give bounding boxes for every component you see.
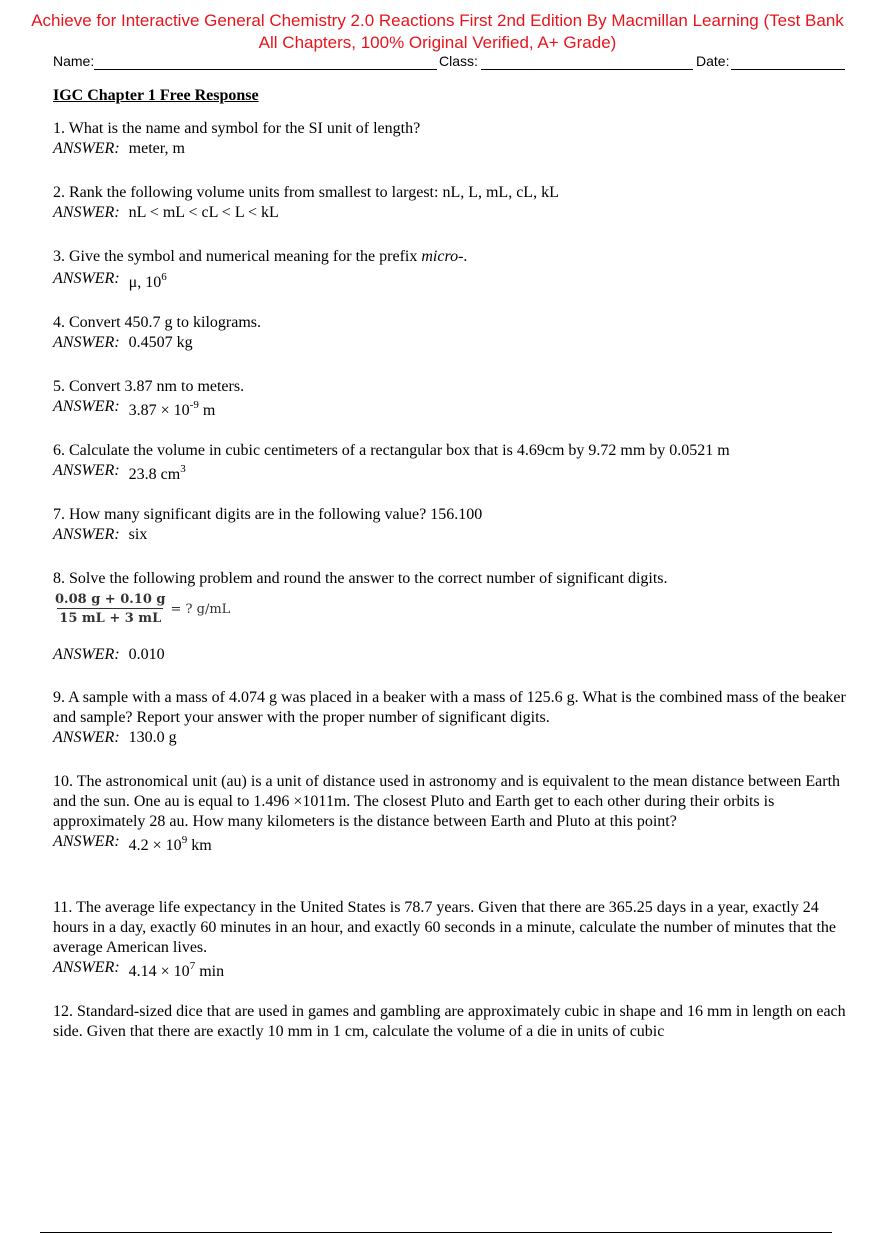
question-2 <box>53 183 853 223</box>
question-7 <box>53 505 853 545</box>
question-6 <box>53 441 853 481</box>
answer-exponent: 6 <box>161 271 167 283</box>
answer-exponent: 3 <box>180 463 186 475</box>
footer-rule <box>40 1232 832 1233</box>
class-field-line[interactable] <box>481 53 693 71</box>
answer-unit: min <box>195 963 225 980</box>
answer-row <box>53 958 853 978</box>
fraction-denominator: 15 mL + 3 mL <box>57 608 163 628</box>
class-field-label: Class: <box>439 53 478 69</box>
question-8 <box>53 569 853 665</box>
answer-base: 4.14 × 10 <box>128 963 190 980</box>
worksheet-body <box>53 86 853 1066</box>
question-text: 1. What is the name and symbol for the SI unit of length? <box>53 120 421 137</box>
answer-value <box>129 273 167 293</box>
question-1 <box>53 119 853 159</box>
question-4 <box>53 313 853 353</box>
question-9 <box>53 688 853 748</box>
answer-row <box>53 139 853 159</box>
answer-label: ANSWER: <box>53 959 120 976</box>
name-field-line[interactable] <box>94 53 437 71</box>
fraction-numerator: 0.08 g + 0.10 g <box>55 592 166 607</box>
fraction-result: = ? g/mL <box>170 601 231 617</box>
answer-label: ANSWER: <box>53 646 120 663</box>
answer-row <box>53 832 853 852</box>
answer-value <box>129 401 216 421</box>
answer-value: 0.010 <box>128 646 165 663</box>
question-text: 7. How many significant digits are in the following value? 156.100 <box>53 506 483 523</box>
name-field-label: Name: <box>53 53 95 69</box>
answer-exponent: -9 <box>189 399 199 411</box>
answer-row <box>53 645 853 665</box>
answer-label: ANSWER: <box>53 334 120 351</box>
answer-row <box>53 203 853 223</box>
question-text: 10. The astronomical unit (au) is a unit of distance used in astronomy and is equivalent to the mean distance between Earth and the sun. One au is equal to 1.496 ×1011m. The closest Pluto and Earth get to each other during their orbits is approximately 28 au. How many kilometers is the distance between Earth and Pluto at this point? <box>53 773 841 830</box>
date-field-label: Date: <box>696 53 730 69</box>
date-field-line[interactable] <box>731 53 845 71</box>
answer-label: ANSWER: <box>53 526 120 543</box>
fraction-stack <box>53 591 168 628</box>
answer-row <box>53 461 853 481</box>
banner-line-1: Achieve for Interactive General Chemistry 2.0 Reactions First 2nd Edition By Macmillan Learning (Test Bank <box>31 11 844 30</box>
answer-base: μ, 10 <box>128 274 162 291</box>
answer-label: ANSWER: <box>53 833 120 850</box>
answer-row <box>53 728 853 748</box>
answer-exponent: 9 <box>181 834 188 846</box>
answer-label: ANSWER: <box>53 398 120 415</box>
answer-row <box>53 525 853 545</box>
question-text-part: 3. Give the symbol and numerical meaning for the prefix <box>53 248 422 265</box>
answer-row <box>53 397 853 417</box>
answer-base: 23.8 cm <box>128 466 181 483</box>
answer-unit: km <box>187 837 212 854</box>
answer-base: 4.2 × 10 <box>128 837 182 854</box>
question-5 <box>53 377 853 417</box>
answer-label: ANSWER: <box>53 462 120 479</box>
question-text-part: . <box>463 248 468 265</box>
answer-value: 0.4507 kg <box>128 334 193 351</box>
answer-value: 130.0 g <box>128 729 177 746</box>
answer-value <box>129 962 224 982</box>
answer-label: ANSWER: <box>53 204 120 221</box>
question-text: 11. The average life expectancy in the United States is 78.7 years. Given that there are 365.25 days in a year, exactly 24 hours in a day, exactly 60 minutes in an hour, and exactly 60 seconds in a minute, calculate the number of minutes that the average American lives. <box>53 899 836 956</box>
question-text: 4. Convert 450.7 g to kilograms. <box>53 314 261 331</box>
answer-label: ANSWER: <box>53 729 120 746</box>
answer-value: meter, m <box>128 140 185 157</box>
fraction-expression <box>53 591 230 628</box>
question-10 <box>53 772 853 852</box>
answer-value: six <box>128 526 148 543</box>
question-12 <box>53 1002 853 1042</box>
answer-exponent: 7 <box>189 960 196 972</box>
answer-value <box>129 465 186 485</box>
question-11 <box>53 898 853 978</box>
answer-base: 3.87 × 10 <box>128 402 190 419</box>
question-text: 6. Calculate the volume in cubic centimeters of a rectangular box that is 4.69cm by 9.72 mm by 0.0521 m <box>53 442 730 459</box>
answer-label: ANSWER: <box>53 140 120 157</box>
question-text: 12. Standard-sized dice that are used in games and gambling are approximately cubic in shape and 16 mm in length on each side. Given that there are exactly 10 mm in 1 cm, calculate the volume of a die in units of cubic <box>53 1003 846 1040</box>
question-text <box>53 247 853 267</box>
question-text: 2. Rank the following volume units from smallest to largest: nL, L, mL, cL, kL <box>53 184 559 201</box>
answer-unit: m <box>198 402 216 419</box>
answer-label: ANSWER: <box>53 270 120 287</box>
question-text: 5. Convert 3.87 nm to meters. <box>53 378 245 395</box>
question-text-italic: micro- <box>421 248 464 265</box>
question-3 <box>53 247 853 289</box>
question-text: 8. Solve the following problem and round the answer to the correct number of significant digits. <box>53 570 668 587</box>
answer-row <box>53 269 853 289</box>
answer-value <box>129 836 212 856</box>
question-text: 9. A sample with a mass of 4.074 g was placed in a beaker with a mass of 125.6 g. What is the combined mass of the beaker and sample? Report your answer with the proper number of significant digits. <box>53 689 846 726</box>
document-banner <box>0 10 875 54</box>
banner-line-2: All Chapters, 100% Original Verified, A+ Grade) <box>258 33 617 52</box>
page-title: IGC Chapter 1 Free Response <box>53 87 259 104</box>
answer-value: nL < mL < cL < L < kL <box>128 204 279 221</box>
answer-row <box>53 333 853 353</box>
